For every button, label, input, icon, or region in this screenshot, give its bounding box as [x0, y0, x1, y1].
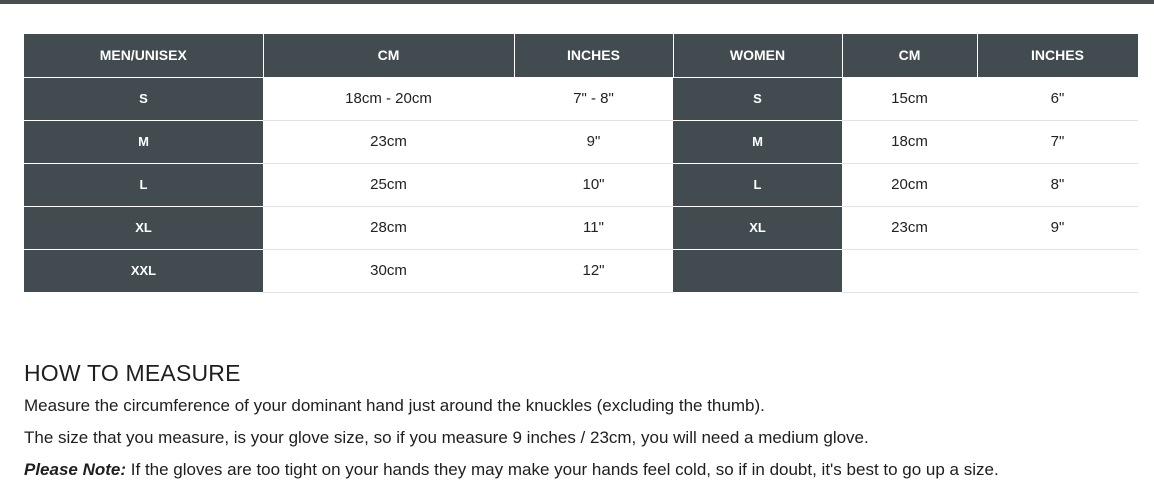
- women-size-cell: L: [673, 163, 842, 206]
- table-row: [24, 120, 1138, 163]
- men-inches-cell: 12": [514, 249, 673, 292]
- table-row: [24, 77, 1138, 120]
- size-explanation: The size that you measure, is your glove size, so if you measure 9 inches / 23cm, you will need a medium glove.: [24, 428, 869, 447]
- header-women: WOMEN: [673, 34, 842, 77]
- men-cm-cell: 30cm: [263, 249, 514, 292]
- please-note: [24, 454, 1149, 486]
- women-cm-cell: 18cm: [842, 120, 977, 163]
- table-row: [24, 163, 1138, 206]
- measure-instruction: Measure the circumference of your dominant hand just around the knuckles (excluding the thumb).: [24, 396, 765, 415]
- men-size-cell: XL: [24, 206, 263, 249]
- table-row: [24, 206, 1138, 249]
- men-cm-cell: 23cm: [263, 120, 514, 163]
- how-to-measure-title: HOW TO MEASURE: [24, 360, 241, 386]
- women-inches-cell: [977, 249, 1138, 292]
- top-border: [0, 0, 1154, 4]
- table-row: [24, 249, 1138, 292]
- note-text: If the gloves are too tight on your hands they may make your hands feel cold, so if in doubt, it's best to go up a size.: [126, 460, 999, 479]
- men-cm-cell: 18cm - 20cm: [263, 77, 514, 120]
- women-inches-cell: 9": [977, 206, 1138, 249]
- men-cm-cell: 25cm: [263, 163, 514, 206]
- header-women-inches: INCHES: [977, 34, 1138, 77]
- men-inches-cell: 9": [514, 120, 673, 163]
- men-cm-cell: 28cm: [263, 206, 514, 249]
- men-size-cell: XXL: [24, 249, 263, 292]
- women-inches-cell: 6": [977, 77, 1138, 120]
- size-chart-table: [24, 34, 1139, 293]
- women-cm-cell: 15cm: [842, 77, 977, 120]
- men-size-cell: S: [24, 77, 263, 120]
- women-size-cell: M: [673, 120, 842, 163]
- header-women-cm: CM: [842, 34, 977, 77]
- table-header-row: [24, 34, 1138, 77]
- header-men-unisex: MEN/UNISEX: [24, 34, 263, 77]
- women-cm-cell: 23cm: [842, 206, 977, 249]
- men-inches-cell: 11": [514, 206, 673, 249]
- men-inches-cell: 7" - 8": [514, 77, 673, 120]
- how-to-measure-section: [24, 358, 1149, 486]
- men-inches-cell: 10": [514, 163, 673, 206]
- header-men-inches: INCHES: [514, 34, 673, 77]
- women-cm-cell: [842, 249, 977, 292]
- women-size-cell: XL: [673, 206, 842, 249]
- men-size-cell: M: [24, 120, 263, 163]
- women-cm-cell: 20cm: [842, 163, 977, 206]
- women-size-cell: [673, 249, 842, 292]
- note-label: Please Note:: [24, 460, 127, 479]
- women-inches-cell: 8": [977, 163, 1138, 206]
- header-men-cm: CM: [263, 34, 514, 77]
- women-size-cell: S: [673, 77, 842, 120]
- men-size-cell: L: [24, 163, 263, 206]
- women-inches-cell: 7": [977, 120, 1138, 163]
